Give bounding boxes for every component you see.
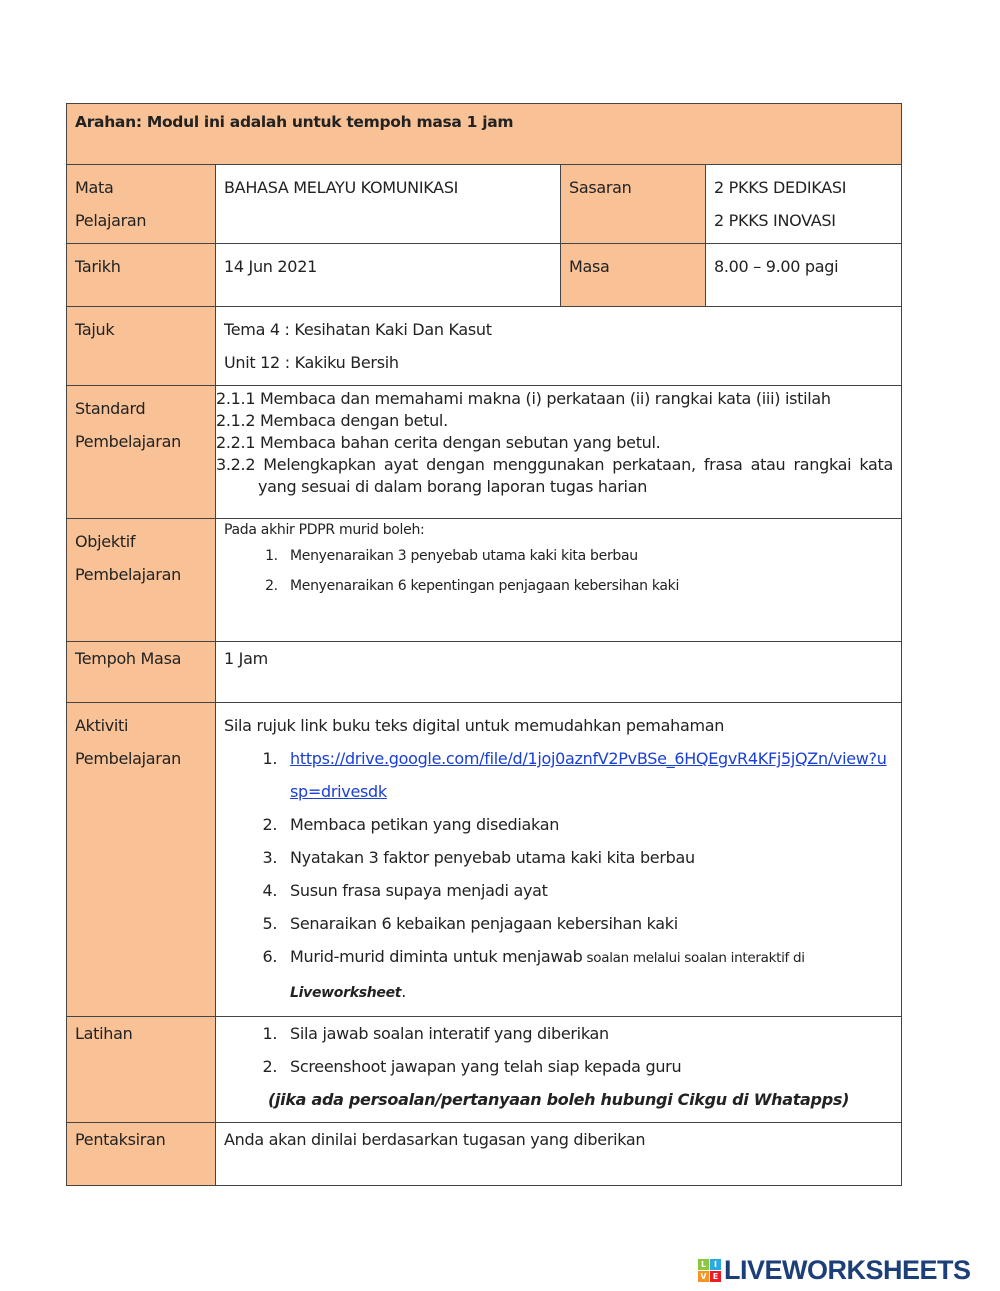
list-item: [282, 742, 893, 808]
cube-letter: E: [710, 1271, 721, 1282]
logo-cube-icon: [698, 1259, 721, 1282]
standard-label: [67, 386, 216, 519]
value-line: 2 PKKS DEDIKASI: [714, 178, 847, 197]
list-item: 1. Sila jawab soalan interatif yang diberikan: [282, 1017, 893, 1050]
textbook-link[interactable]: https://drive.google.com/file/d/1joj0aznfV2PvBSe_6HQEgvR4KFj5jQZn/view?usp=drivesdk: [290, 749, 887, 801]
list-item: 3. Nyatakan 3 faktor penyebab utama kaki kita berbau: [282, 841, 893, 874]
standard-item: 2.1.2 Membaca dengan betul.: [216, 411, 448, 430]
label-line: Pelajaran: [75, 211, 147, 230]
aktiviti-intro: Sila rujuk link buku teks digital untuk memudahkan pemahaman: [224, 716, 725, 735]
tarikh-label: Tarikh: [67, 244, 216, 307]
list-item: 4. Susun frasa supaya menjadi ayat: [282, 874, 893, 907]
item-text: Murid-murid diminta untuk menjawab: [290, 947, 583, 966]
standard-item: 3.2.2 Melengkapkan ayat dengan menggunakan perkataan, frasa atau rangkai kata yang sesuai di dalam borang laporan tugas harian: [216, 455, 894, 496]
aktiviti-label: [67, 703, 216, 1017]
mata-value: BAHASA MELAYU KOMUNIKASI: [216, 165, 561, 244]
masa-label: Masa: [561, 244, 706, 307]
tempoh-value: 1 Jam: [216, 642, 902, 703]
label-line: Objektif: [75, 532, 136, 551]
value-line: Unit 12 : Kakiku Bersih: [224, 353, 399, 372]
logo-text: LIVEWORKSHEETS: [724, 1255, 971, 1285]
label-line: Mata: [75, 178, 114, 197]
list-item: 2. Menyenaraikan 6 kepentingan penjagaan kebersihan kaki: [282, 571, 893, 601]
sasaran-value: [706, 165, 902, 244]
list-item: 5. Senaraikan 6 kebaikan penjagaan kebersihan kaki: [282, 907, 893, 940]
label-line: Pembelajaran: [75, 432, 181, 451]
tempoh-label: Tempoh Masa: [67, 642, 216, 703]
value-line: Tema 4 : Kesihatan Kaki Dan Kasut: [224, 320, 492, 339]
objektif-content: [216, 519, 902, 642]
aktiviti-content: [216, 703, 902, 1017]
standard-item: 2.1.1 Membaca dan memahami makna (i) perkataan (ii) rangkai kata (iii) istilah: [216, 389, 831, 408]
pentaksiran-value: Anda akan dinilai berdasarkan tugasan yang diberikan: [216, 1123, 902, 1186]
item-text: soalan melalui soalan interaktif di: [582, 950, 805, 966]
cube-letter: I: [710, 1259, 721, 1270]
latihan-content: [216, 1017, 902, 1123]
pentaksiran-label: Pentaksiran: [67, 1123, 216, 1186]
list-item: 2. Membaca petikan yang disediakan: [282, 808, 893, 841]
standard-item: 2.2.1 Membaca bahan cerita dengan sebutan yang betul.: [216, 433, 661, 452]
list-item: 6. Murid-murid diminta untuk menjawab soalan melalui soalan interaktif di Liveworksheet.: [282, 940, 893, 1010]
latihan-label: Latihan: [67, 1017, 216, 1123]
mata-label: [67, 165, 216, 244]
label-line: Aktiviti: [75, 716, 129, 735]
list-item: 1. Menyenaraikan 3 penyebab utama kaki kita berbau: [282, 541, 893, 571]
latihan-note: (jika ada persoalan/pertanyaan boleh hubungi Cikgu di Whatapps): [267, 1090, 850, 1109]
liveworksheet-text: Liveworksheet: [290, 985, 402, 1001]
module-table: [66, 103, 902, 1186]
tarikh-value: 14 Jun 2021: [216, 244, 561, 307]
label-line: Pembelajaran: [75, 565, 181, 584]
label-line: Standard: [75, 399, 146, 418]
cube-letter: L: [698, 1259, 709, 1270]
tajuk-label: Tajuk: [67, 307, 216, 386]
list-item: 2. Screenshoot jawapan yang telah siap kepada guru: [282, 1050, 893, 1083]
standard-list: [216, 386, 902, 519]
instruction-header: Arahan: Modul ini adalah untuk tempoh masa 1 jam: [67, 104, 902, 165]
objektif-label: [67, 519, 216, 642]
sasaran-label: Sasaran: [561, 165, 706, 244]
value-line: 2 PKKS INOVASI: [714, 211, 836, 230]
objektif-intro: Pada akhir PDPR murid boleh:: [224, 522, 425, 538]
masa-value: 8.00 – 9.00 pagi: [706, 244, 902, 307]
liveworksheets-logo: [698, 1255, 971, 1286]
cube-letter: V: [698, 1271, 709, 1282]
label-line: Pembelajaran: [75, 749, 181, 768]
tajuk-value: [216, 307, 902, 386]
